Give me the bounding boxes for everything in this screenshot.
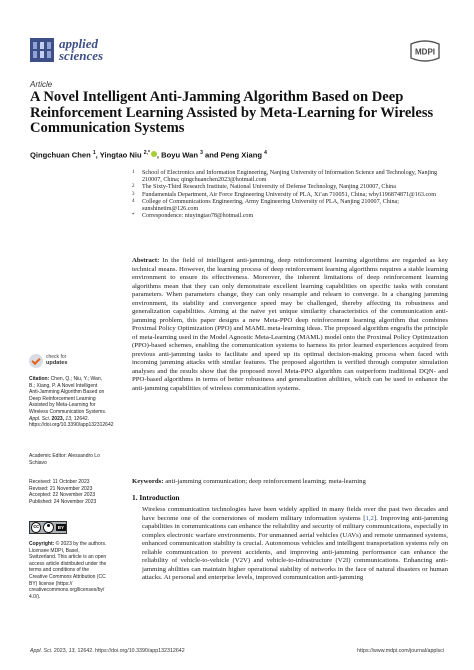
check-updates-line2: updates bbox=[46, 360, 68, 366]
author-affiliation-mark: 4 bbox=[264, 150, 267, 156]
affiliation-number: 2 bbox=[132, 184, 135, 190]
keywords-label: Keywords: bbox=[132, 478, 164, 485]
cc-license-icon[interactable] bbox=[29, 521, 67, 534]
correspondence-text: Correspondence: niuyingtao78@hotmail.com bbox=[142, 213, 254, 220]
citation-journal: Appl. Sci. bbox=[29, 415, 51, 422]
affiliation-item bbox=[132, 199, 452, 213]
cc-by-person-icon bbox=[43, 522, 53, 533]
citation-doi[interactable]: 12642. https://doi.org/10.3390/app132312642 bbox=[29, 415, 114, 429]
journal-name bbox=[59, 38, 103, 62]
author-list: Qingchuan Chen $^1$, Yingtao Niu $^{2,*}$ , Boyu Wan $^3$ and Peng Xiang $^4$ bbox=[30, 150, 267, 160]
footer-journal: Appl. Sci. bbox=[30, 648, 53, 654]
abstract bbox=[132, 257, 448, 393]
check-updates-label bbox=[46, 355, 67, 366]
intro-text-part: Wireless communication technologies have been widely applied in many fields over the past two decades and have become one of the cornerstones of modern military information systems [ bbox=[142, 506, 448, 522]
affiliation-text: College of Communications Engineering, Army Engineering University of PLA, Nanjing 210007, China; sunshinetim@126.com bbox=[142, 198, 399, 213]
author-name[interactable]: Qingchuan Chen bbox=[30, 150, 91, 160]
footer-doi[interactable]: 12642. https://doi.org/10.3390/app132312642 bbox=[77, 648, 185, 654]
author-name[interactable]: Peng Xiang bbox=[220, 150, 262, 160]
author-affiliation-mark: 2,* bbox=[143, 150, 150, 156]
footer-journal-url[interactable]: https://www.mdpi.com/journal/applsci bbox=[357, 648, 444, 654]
check-for-updates-badge[interactable] bbox=[29, 354, 67, 368]
section-heading: 1. Introduction bbox=[132, 493, 180, 502]
keywords-text: anti-jamming communication; deep reinforcement learning; meta-learning bbox=[165, 478, 366, 485]
intro-text-part: ]. Improving anti-jamming capabilities in communications can enhance the reliability and security of military communications, especially in complex electronic warfare environments. For unmanned aerial vehicles (UAVs) and remote unmanned systems, enhanced communication stability is crucial. Autonomous vehicles and intelligent transportation systems rely on reliable communication to prevent accidents, and improving anti-jamming performance can enhance the reliability of vehicle-to-vehicle (V2V) and vehicle-to-infrastructure (V2I) communications. Enhancing anti-jamming abilities can maintain higher operational stability of networks in the face of natural disasters or human attacks. At personal and enterprise levels, improved communication anti-jamming bbox=[142, 514, 448, 582]
citation-link[interactable]: 1,2 bbox=[365, 514, 374, 522]
journal-mark-icon bbox=[30, 38, 54, 62]
journal-name-line1: applied bbox=[59, 36, 98, 51]
intro-text bbox=[132, 506, 448, 583]
copyright-label: Copyright: bbox=[29, 541, 55, 547]
author-affiliation-mark: 1 bbox=[92, 150, 96, 156]
date-revised: Revised: 21 November 2023 bbox=[29, 485, 93, 492]
mdpi-logo-text: MDPI bbox=[415, 47, 435, 57]
affiliation-item bbox=[132, 192, 452, 199]
check-updates-icon bbox=[29, 354, 43, 368]
author-name[interactable]: Yingtao Niu bbox=[99, 150, 142, 160]
citation-year: 2023, bbox=[51, 415, 65, 422]
author-name[interactable]: Boyu Wan bbox=[161, 150, 198, 160]
footer-volume: 13, bbox=[68, 648, 76, 654]
journal-logo bbox=[30, 38, 103, 62]
orcid-icon[interactable] bbox=[151, 151, 157, 157]
citation-label: Citation: bbox=[29, 376, 50, 382]
introduction-paragraph bbox=[132, 506, 448, 583]
paper-title: A Novel Intelligent Anti-Jamming Algorithm Based on Deep Reinforcement Learning Assisted by Meta-Learning for Wireless Communication Systems bbox=[30, 89, 434, 136]
affiliation-text: Fundamentals Department, Air Force Engineering University of PLA, Xi’an 710051, China; wby1196874871@163.com bbox=[142, 191, 436, 198]
affiliation-number: * bbox=[132, 213, 135, 219]
affiliation-item bbox=[132, 170, 452, 184]
check-updates-line1: check for bbox=[46, 354, 67, 361]
date-accepted: Accepted: 22 November 2023 bbox=[29, 492, 96, 499]
article-type: Article bbox=[30, 80, 53, 89]
mdpi-logo bbox=[407, 40, 443, 62]
affiliation-number: 4 bbox=[132, 198, 135, 204]
page-footer bbox=[30, 648, 444, 654]
publication-dates bbox=[29, 479, 107, 505]
affiliation-text: School of Electronics and Information Engineering, Nanjing University of Information Science and Technology, Nanjing 210007, China; qingchuanchen2023@hotmail.com bbox=[142, 170, 438, 184]
cc-circle-icon: cc bbox=[31, 522, 41, 533]
keywords bbox=[132, 478, 448, 487]
affiliation-text: The Sixty-Third Research Institute, National University of Defense Technology, Nanjing 210007, China bbox=[142, 184, 396, 191]
date-received: Received: 11 October 2023 bbox=[29, 479, 90, 485]
affiliation-item bbox=[132, 184, 452, 191]
abstract-text: In the field of intelligent anti-jamming, deep reinforcement learning algorithms are regarded as key technical means. However, the learning process of deep reinforcement learning algorithms requires a stable learning environment to ensure its effectiveness. Moreover, the inherent limitations of deep reinforcement learning algorithms mean that they can only demonstrate excellent learning capabilities on specific tasks with constant parameters. When parameters change, they can only resample and relearn to converge. In a changing jamming environment, its stability and convergence speed may be challenged, thereby affecting its robustness and generalization capabilities. Aiming at the naive yet unique similarity characteristics of the communication anti-jamming problem, this paper designs a new Meta-PPO deep reinforcement learning algorithm that combines Proximal Policy Optimization (PPO) and MAML meta-learning ideas. The proposed algorithm engrafts the principle of meta-learning used in the Model Agnostic Meta-Learning (MAML) model onto the Proximal Policy Optimization (PPO)-based schemes, enabling the communication systems to harness its prior learned experiences acquired from previous anti-jamming tasks to facilitate and speed up its optimal decision-making process when faced with incoming jamming attacks with similar features. The proposed algorithm is verified through computer simulation analyses and the results show that the proposed novel Meta-PPO algorithm can outperform traditional DQN- and PPO-based algorithms in terms of better robustness and generalization abilities, which can be used to enhance the anti-jamming capabilities of wireless communication systems. bbox=[132, 257, 449, 392]
cc-by-label: BY bbox=[57, 525, 64, 530]
academic-editor: Academic Editor: Alessandro Lo Schiavo bbox=[29, 453, 100, 466]
abstract-label: Abstract: bbox=[132, 257, 160, 264]
footer-year: 2023, bbox=[53, 648, 68, 654]
citation-block bbox=[29, 376, 114, 429]
date-published: Published: 24 November 2023 bbox=[29, 498, 97, 505]
copyright-text: © 2023 by the authors. Licensee MDPI, Basel, Switzerland. This article is an open access article distributed under the terms and conditions of the Creative Commons Attribution (CC BY) license (https:// creativecommons.org/licenses/by/ 4.0/). bbox=[29, 541, 107, 600]
journal-name-line2: sciences bbox=[59, 48, 104, 63]
affiliation-list bbox=[132, 170, 452, 220]
correspondence-item bbox=[132, 213, 452, 220]
footer-citation bbox=[30, 648, 185, 654]
citation-volume: 13, bbox=[65, 415, 73, 422]
affiliation-number: 3 bbox=[132, 191, 135, 197]
citation-text: Chen, Q.; Niu, Y.; Wan, B.; Xiang, P. A Novel Intelligent Anti-Jamming Algorithm Based on Deep Reinforcement Learning Assisted by Meta-Learning for Wireless Communication Systems. bbox=[29, 376, 107, 415]
author-affiliation-mark: 3 bbox=[200, 150, 203, 156]
copyright-block bbox=[29, 541, 107, 600]
affiliation-number: 1 bbox=[132, 170, 135, 175]
